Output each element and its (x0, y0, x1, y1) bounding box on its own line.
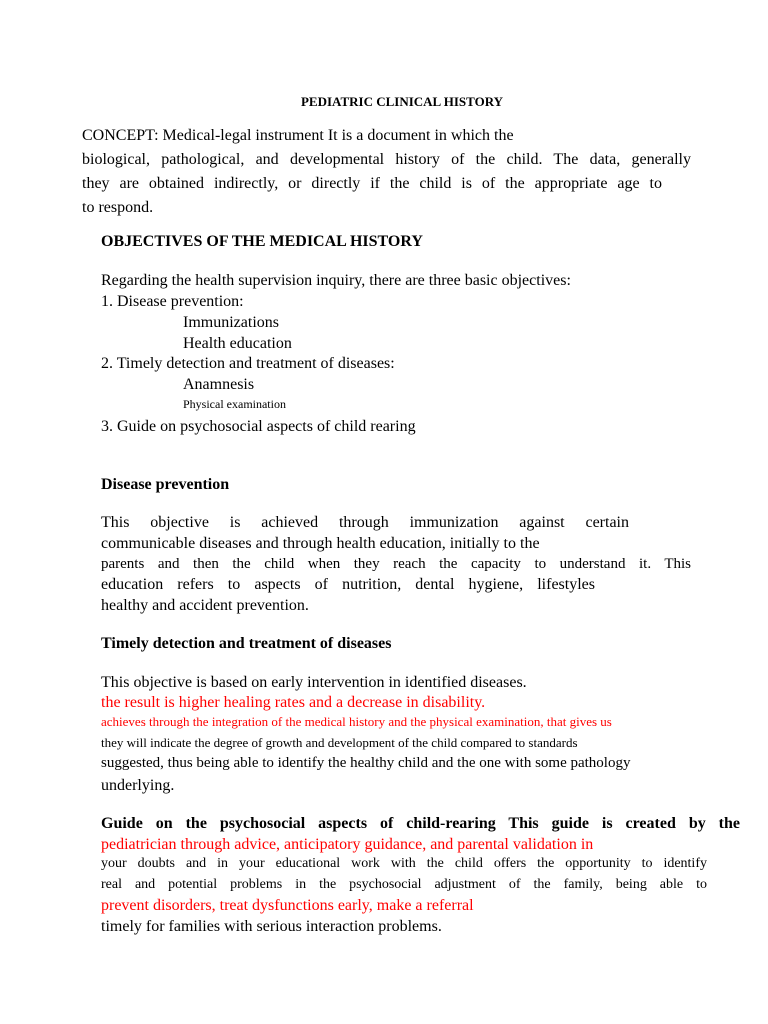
concept-line-4: to respond. (82, 199, 154, 216)
guide-heading-line: Guide on the psychosocial aspects of child-rearing This guide is created by the (101, 815, 740, 832)
objective-1: 1. Disease prevention: (101, 293, 244, 310)
detection-heading: Timely detection and treatment of diseases (101, 635, 392, 652)
detection-line-2: the result is higher healing rates and a decrease in disability. (101, 694, 486, 711)
document-title: PEDIATRIC CLINICAL HISTORY (300, 94, 504, 109)
objective-2: 2. Timely detection and treatment of diseases: (101, 355, 395, 372)
guide-line-2: pediatrician through advice, anticipatory guidance, and parental validation in (101, 836, 594, 853)
concept-line-1: CONCEPT: Medical-legal instrument It is a document in which the (82, 127, 514, 144)
objectives-intro: Regarding the health supervision inquiry, there are three basic objectives: (101, 272, 571, 289)
prevention-line-5: healthy and accident prevention. (101, 597, 309, 614)
guide-line-4: real and potential problems in the psychosocial adjustment of the family, being able to (101, 877, 707, 892)
detection-line-1: This objective is based on early intervention in identified diseases. (101, 674, 527, 691)
guide-line-3: your doubts and in your educational work with the child offers the opportunity to identify (101, 856, 707, 871)
guide-line-5: prevent disorders, treat dysfunctions early, make a referral (101, 897, 474, 914)
objective-3: 3. Guide on psychosocial aspects of child rearing (101, 418, 416, 435)
prevention-line-1: This objective is achieved through immunization against certain (101, 514, 629, 531)
list-item: Immunizations (183, 314, 279, 331)
list-item: Physical examination (183, 397, 286, 411)
detection-line-3: achieves through the integration of the medical history and the physical examination, that gives us (101, 714, 612, 729)
prevention-heading: Disease prevention (101, 476, 230, 493)
list-item: Health education (183, 335, 292, 352)
prevention-line-3: parents and then the child when they reach the capacity to understand it. This (101, 556, 691, 572)
objectives-heading: OBJECTIVES OF THE MEDICAL HISTORY (101, 233, 423, 250)
list-item: Anamnesis (183, 376, 255, 393)
concept-line-2: biological, pathological, and developmental history of the child. The data, generally (82, 151, 691, 168)
detection-line-4: they will indicate the degree of growth and development of the child compared to standards (101, 735, 578, 750)
concept-line-3: they are obtained indirectly, or directly if the child is of the appropriate age to (82, 175, 662, 192)
detection-line-6: underlying. (101, 777, 175, 794)
prevention-line-2: communicable diseases and through health education, initially to the (101, 535, 540, 552)
guide-line-6: timely for families with serious interaction problems. (101, 918, 442, 935)
detection-line-5: suggested, thus being able to identify the healthy child and the one with some pathology (101, 755, 631, 771)
prevention-line-4: education refers to aspects of nutrition, dental hygiene, lifestyles (101, 576, 595, 593)
